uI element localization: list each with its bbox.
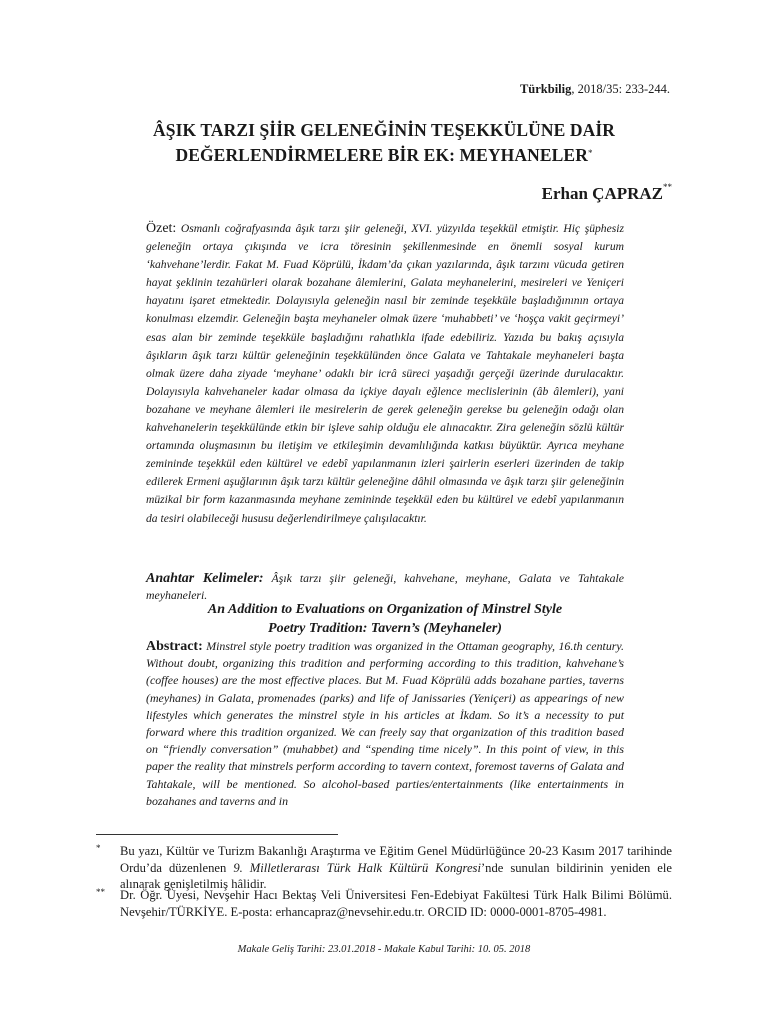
english-abstract — [146, 638, 624, 810]
footnote-1-congress-name: 9. Milletlerarası Türk Halk Kültürü Kongresi — [233, 860, 481, 875]
journal-reference: , 2018/35: 233-244. — [571, 82, 670, 96]
footnote-1-text-a: Bu yazı, Kültür ve Turizm Bakanlığı Araştırma ve Eğitim Genel Müdürlüğünce 20-23 Kasım 2017 tarihinde Ordu’da düzenlenen — [120, 844, 672, 875]
author-name — [542, 184, 672, 204]
title-line-2: DEĞERLENDİRMELERE BİR EK: MEYHANELER — [175, 145, 588, 165]
english-title-line-1: An Addition to Evaluations on Organization of Minstrel Style — [207, 602, 563, 617]
article-title — [96, 118, 672, 168]
author-name-text: Erhan ÇAPRAZ — [541, 184, 663, 203]
keywords-text: Âşık tarzı şiir geleneği, kahvehane, meyhane, Galata ve Tahtakale meyhaneleri. — [146, 571, 624, 602]
keywords-label: Anahtar Kelimeler: — [146, 571, 264, 586]
footnote-1 — [96, 843, 672, 893]
ozet-text: Osmanlı coğrafyasında âşık tarzı şiir geleneği, XVI. yüzyılda teşekkül etmiştir. Hiç şüphesiz geleneğin ortaya çıkışında ve icra töresinin şekillenmesinde en önemli sosyal kurum ‘kahvehane’lerdir. Fakat M. Fuad Köprülü, İkdam’da çıkan yazılarında, âşık tarzını vücuda getiren hayat şeklinin tezahürleri olarak bozahane âlemlerini, Galata meyhanelerini, mesireleri ve Yeniçeri hayatını işaret etmektedir. Dolayısıyla geleneğin nasıl bir zeminde teşekküle başladığınının ortaya konulması elzemdir. Geleneğin başta meyhaneler olmak üzere ‘muhabbeti’ ve ‘hoşça vakit geçirmeyi’ esas alan bir zeminde teşekküle başladığını rahatlıkla ifade edebiliriz. Yazıda bu bakış açısıyla âşıkların âşık tarzı kültür geleneğinin teşekkülünden önce Galata ve Tahtakale meyhaneleri başta olmak üzere daha ziyade ‘meyhane’ odaklı bir icrâ süreci yaşadığı gerçeği üzerinde durulacaktır. Dolayısıyla kahvehaneler kadar olmasa da içkiye dayalı eğlence meclislerinin (âb âlemleri), yani bozahane ve meyhane âlemleri ile mesirelerin de gerek geleneğin gerekse bu geleneğin odağı olan kahvehanelerin teşekkülünde etkin bir işleve sahip olduğu ele alınacaktır. Zira geleneğin sözlü kültür ortamında oluşmasının bu iletişim ve etkileşimin devamlılığında katkısı büyüktür. Ayrıca meyhane zemininde teşekkül eden kültürel ve edebî yapılanmanın izleri şairlerin eserleri üzerinden de takip edilerek Ermeni aşuğlarının âşık tarzı kültür geleneğine dâhil olmasında ve âşık tarzı şiir geleneğinin müzikal bir form kazanmasında meyhane zemininde teşekkül eden bu kültürel ve edebî yapılanmanın da tesiri olabileceği hususu değerlendirilmeye çalışılacaktır. — [146, 222, 624, 525]
abstract-text: Minstrel style poetry tradition was organized in the Ottaman geography, 16.th century. Without doubt, organizing this tradition and performing according to this tradition, kahvehane’s (coffee houses) are the most effective places. But M. Fuad Köprülü adds bozahane parties, taverns (meyhanes) in Galata, promenades (parks) and life of Janissaries (Yeniçeri) as appearings of new lifestyles which generates the minstrel style in his articles at İkdam. So it’s a necessity to put forward where this tradition organized. We can freely say that organization of this tradition based on “friendly conversation” (muhabbet) and “spending time nicely”. In this point of view, in this paper the reality that minstrels perform according to tavern context, foremost taverns of Galata and Tahtakale, will be mentioned. So alcohol-based parties/entertainments (like entertainments in bozahanes and taverns and in — [146, 639, 624, 808]
article-dates: Makale Geliş Tarihi: 23.01.2018 - Makale Kabul Tarihi: 10. 05. 2018 — [237, 944, 531, 955]
english-title-line-2: Poetry Tradition: Tavern’s (Meyhaneler) — [268, 621, 502, 636]
journal-citation — [520, 82, 670, 97]
english-title — [146, 600, 624, 638]
footnote-2 — [96, 887, 672, 920]
footnote-2-marker: ** — [96, 887, 105, 897]
journal-name: Türkbilig — [519, 82, 572, 96]
author-footnote-marker: ** — [663, 182, 672, 192]
abstract-label: Abstract: — [146, 639, 203, 654]
title-footnote-marker: * — [587, 148, 593, 158]
footnote-1-marker: * — [96, 843, 101, 853]
footnote-2-text: Dr. Öğr. Üyesi, Nevşehir Hacı Bektaş Veli Üniversitesi Fen-Edebiyat Fakültesi Türk Halk Bilimi Bölümü. Nevşehir/TÜRKİYE. E-posta: erhancapraz@nevsehir.edu.tr. ORCID ID: 0000-0001-8705-4981. — [120, 888, 672, 919]
turkish-abstract — [146, 220, 624, 528]
footnote-divider — [96, 834, 338, 835]
title-line-1: ÂŞIK TARZI ŞİİR GELENEĞİNİN TEŞEKKÜLÜNE DAİR — [153, 120, 615, 140]
ozet-label: Özet: — [146, 221, 177, 236]
footnote-1-text-b: ’nde sunulan bildirinin yeniden ele alınarak genişletilmiş hâlidir. — [120, 860, 672, 891]
keywords — [146, 570, 624, 604]
